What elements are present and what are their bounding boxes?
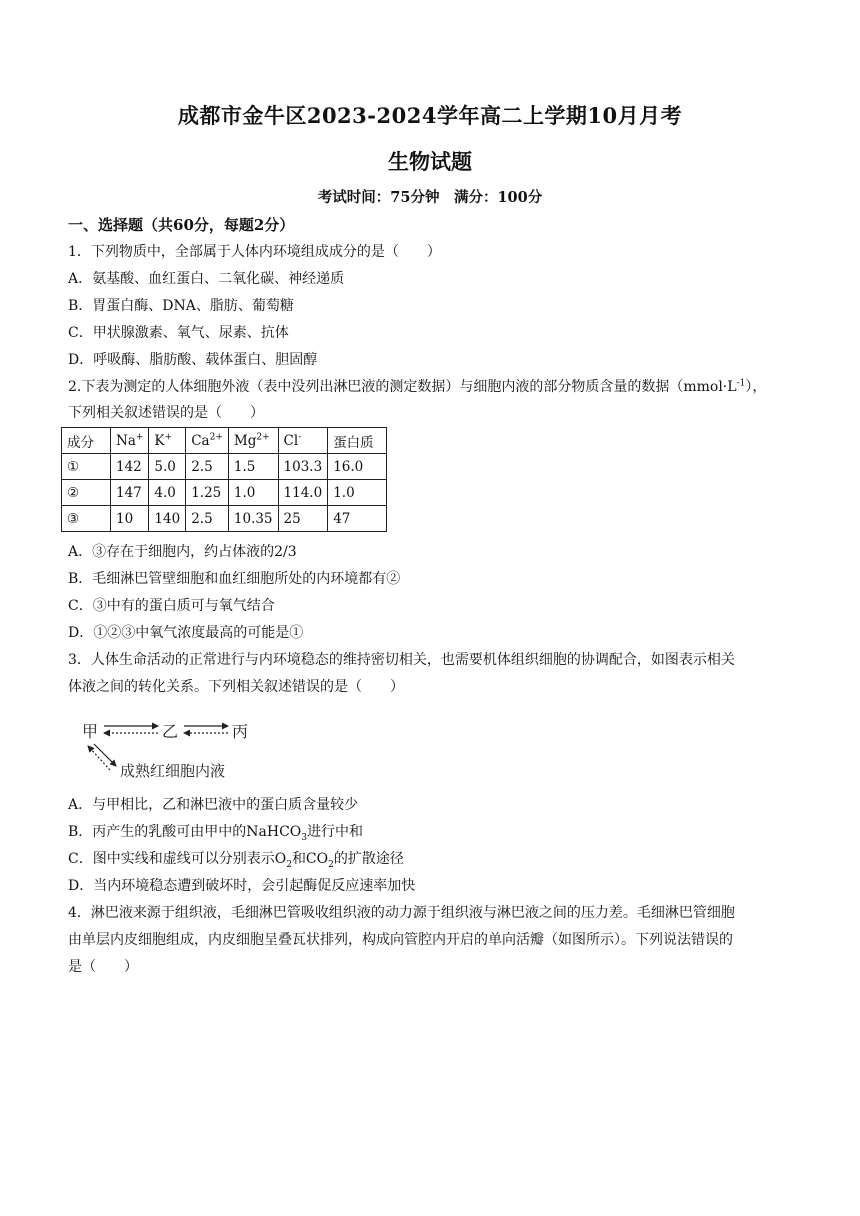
table-cell: 4.0 (149, 480, 186, 506)
arrow-solid (94, 744, 116, 766)
table-cell: ① (62, 454, 111, 480)
question-1-option-b: B．胃蛋白酶、DNA、脂肪、葡萄糖 (68, 298, 294, 314)
table-cell: 47 (328, 506, 387, 532)
table-row (62, 506, 387, 532)
question-2-option-d: D．①②③中氧气浓度最高的可能是① (68, 625, 304, 641)
question-1-option-c: C．甲状腺激素、氧气、尿素、抗体 (68, 325, 289, 341)
table-row (62, 480, 387, 506)
question-3-option-a: A．与甲相比，乙和淋巴液中的蛋白质含量较少 (68, 797, 359, 813)
question-1-stem: 1．下列物质中，全部属于人体内环境组成成分的是（ ） (68, 244, 441, 260)
table-header-row (62, 428, 387, 454)
table-cell: 10 (111, 506, 149, 532)
question-2-stem-line1: 2.下表为测定的人体细胞外液（表中没列出淋巴液的测定数据）与细胞内液的部分物质含量的数据$(mmol\cdot L^{-1})$， (68, 378, 767, 395)
table-cell: ② (62, 480, 111, 506)
question-3-stem-line1: 3．人体生命活动的正常进行与内环境稳态的维持密切相关，也需要机体组织细胞的协调配合，如图表示相关 (68, 652, 735, 668)
table-row (62, 454, 387, 480)
table-cell: 10.35 (228, 506, 278, 532)
table-cell: 25 (278, 506, 328, 532)
question-3-option-c: C．图中实线和虚线可以分别表示$O_2$和$CO_2$的扩散途径 (68, 851, 404, 870)
table-cell: 16.0 (328, 454, 387, 480)
question-4-stem-line1: 4．淋巴液来源于组织液，毛细淋巴管吸收组织液的动力源于组织液与淋巴液之间的压力差。毛细淋巴管细胞 (68, 905, 735, 921)
fluid-relation-diagram (78, 716, 278, 786)
table-cell: 147 (111, 480, 149, 506)
table-header-cell: Na+ (111, 428, 149, 454)
question-3-option-d: D．当内环境稳态遭到破坏时，会引起酶促反应速率加快 (68, 878, 416, 894)
table-cell: ③ (62, 506, 111, 532)
diagram-node-jia: 甲 (82, 722, 99, 741)
diagram-node-yi: 乙 (162, 722, 179, 741)
question-2-option-a: A．③存在于细胞内，约占体液的2/3 (68, 544, 297, 560)
question-4-stem-line2: 由单层内皮细胞组成，内皮细胞呈叠瓦状排列，构成向管腔内开启的单向活瓣（如图所示）。下列说法错误的 (68, 932, 733, 948)
table-cell: 1.5 (228, 454, 278, 480)
table-cell: 2.5 (186, 506, 229, 532)
table-header-cell: 蛋白质 (328, 428, 387, 454)
table-cell: 103.3 (278, 454, 328, 480)
question-2-option-b: B．毛细淋巴管壁细胞和血红细胞所处的内环境都有② (68, 571, 401, 587)
table-header-cell: K+ (149, 428, 186, 454)
section-heading: 一、选择题（共60分，每题2分） (68, 216, 295, 234)
diagram-svg (78, 716, 278, 786)
page-title: 成都市金牛区2023-2024学年高二上学期10月月考 (177, 103, 683, 128)
question-3-stem-line2: 体液之间的转化关系。下列相关叙述错误的是（ ） (68, 679, 404, 695)
table-cell: 5.0 (149, 454, 186, 480)
table-cell: 114.0 (278, 480, 328, 506)
exam-info: 考试时间：75分钟 满分：100分 (317, 189, 543, 206)
table-cell: 140 (149, 506, 186, 532)
table-header-cell: $Ca^{2+}$ (186, 428, 229, 454)
page-subtitle: 生物试题 (388, 149, 472, 174)
table-cell: 2.5 (186, 454, 229, 480)
question-3-option-b: B．丙产生的乳酸可由甲中的NaHCO$_3$进行中和 (68, 824, 364, 843)
table-cell: 1.0 (328, 480, 387, 506)
question-1-option-d: D．呼吸酶、脂肪酸、载体蛋白、胆固醇 (68, 352, 318, 368)
data-table (61, 427, 387, 532)
question-4-stem-line3: 是（ ） (68, 959, 138, 975)
table-header-cell: $Mg^{2+}$ (228, 428, 278, 454)
table-cell: 1.0 (228, 480, 278, 506)
question-2-stem-line2: 下列相关叙述错误的是（ ） (68, 405, 264, 421)
diagram-node-rbc-fluid: 成熟红细胞内液 (120, 762, 226, 780)
question-2-option-c: C．③中有的蛋白质可与氧气结合 (68, 598, 275, 614)
diagram-node-bing: 丙 (232, 722, 249, 741)
table-header-cell: Cl- (278, 428, 328, 454)
table-cell: 1.25 (186, 480, 229, 506)
table-cell: 142 (111, 454, 149, 480)
question-1-option-a: A．氨基酸、血红蛋白、二氧化碳、神经递质 (68, 271, 345, 287)
table-header-cell: 成分 (62, 428, 111, 454)
